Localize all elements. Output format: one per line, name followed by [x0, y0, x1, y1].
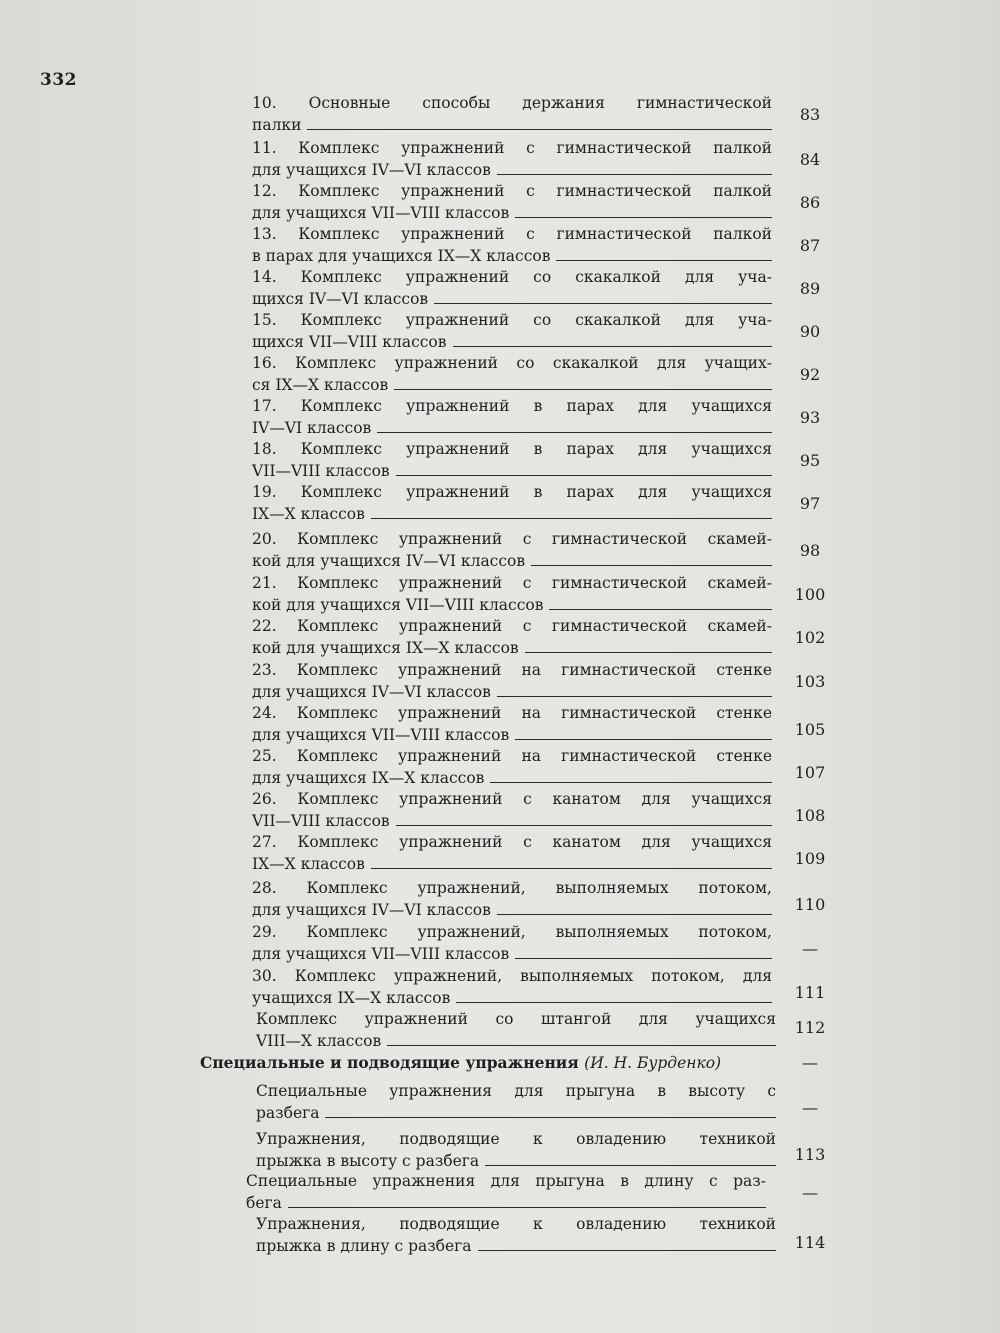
toc-entry-page: 114 — [794, 1233, 826, 1252]
toc-entry-continuation — [256, 1030, 776, 1052]
toc-entry-page: 102 — [794, 628, 826, 647]
toc-entry-title-line: Упражнения, подводящие к овладению техникой — [256, 1130, 776, 1148]
toc-entry-title-line: 11. Комплекс упражнений с гимнастической палкой — [252, 139, 772, 157]
leader-line — [497, 162, 772, 175]
toc-entry[interactable] — [256, 1128, 776, 1172]
toc-entry[interactable] — [246, 1170, 766, 1214]
toc-entry-title-line: Специальные упражнения для прыгуна в высоту с — [256, 1082, 776, 1100]
toc-entry-title-line: 27. Комплекс упражнений с канатом для учащихся — [252, 833, 772, 851]
toc-entry[interactable] — [252, 831, 772, 875]
toc-entry-page: 105 — [794, 720, 826, 739]
toc-entry-title-line: Упражнения, подводящие к овладению техникой — [256, 1215, 776, 1233]
toc-entry[interactable] — [256, 1213, 776, 1257]
toc-entry-continuation — [256, 1102, 776, 1124]
leader-line — [497, 684, 772, 697]
toc-entry[interactable] — [252, 745, 772, 789]
toc-entry[interactable] — [252, 702, 772, 746]
toc-entry-continuation — [252, 331, 772, 353]
leader-line — [371, 856, 772, 869]
toc-entry-page: 109 — [794, 849, 826, 868]
leader-line — [515, 727, 772, 740]
toc-entry-page: — — [802, 939, 818, 958]
toc-entry[interactable] — [252, 481, 772, 525]
toc-entry-title-line: 29. Комплекс упражнений, выполняемых потоком, — [252, 923, 772, 941]
toc-entry-page: 100 — [794, 585, 826, 604]
toc-entry[interactable] — [252, 352, 772, 396]
toc-entry-continuation-text: для учащихся IV—VI классов — [252, 683, 491, 701]
toc-entry-title-line: 18. Комплекс упражнений в парах для учащихся — [252, 440, 772, 458]
toc-entry-continuation — [252, 460, 772, 482]
toc-entry-continuation-text: прыжка в высоту с разбега — [256, 1152, 480, 1170]
leader-line — [515, 946, 772, 959]
toc-entry-continuation-text: для учащихся IV—VI классов — [252, 901, 491, 919]
toc-entry-continuation — [256, 1235, 776, 1257]
toc-entry-continuation — [252, 943, 772, 965]
toc-entry-page: 83 — [799, 105, 821, 124]
leader-line — [490, 770, 772, 783]
toc-entry-page: 107 — [794, 763, 826, 782]
toc-entry-page: — — [802, 1098, 818, 1117]
toc-entry-continuation-text: разбега — [256, 1104, 320, 1122]
toc-entry-continuation — [252, 550, 772, 572]
toc-entry[interactable] — [252, 438, 772, 482]
toc-entry-page: 103 — [794, 672, 826, 691]
leader-line — [387, 1033, 776, 1046]
toc-entry-continuation — [256, 1150, 776, 1172]
toc-entry-continuation-text: бега — [246, 1194, 282, 1212]
toc-entry-continuation-text: IX—X классов — [252, 505, 365, 523]
toc-entry-page: 87 — [799, 236, 821, 255]
toc-entry-title-line: 24. Комплекс упражнений на гимнастической стенке — [252, 704, 772, 722]
toc-entry[interactable] — [252, 659, 772, 703]
toc-entry-continuation-text: для учащихся IV—VI классов — [252, 161, 491, 179]
toc-entry-continuation — [252, 637, 772, 659]
toc-entry-continuation — [252, 810, 772, 832]
toc-entry-page: 98 — [799, 541, 821, 560]
toc-entry[interactable] — [252, 877, 772, 921]
leader-line — [307, 117, 772, 130]
toc-entry[interactable] — [252, 788, 772, 832]
toc-entry-continuation-text: палки — [252, 116, 302, 134]
toc-entry-title-line: 22. Комплекс упражнений с гимнастической скамей- — [252, 617, 772, 635]
toc-entry[interactable] — [252, 921, 772, 965]
leader-line — [456, 990, 772, 1003]
toc-entry-title-line: 21. Комплекс упражнений с гимнастической скамей- — [252, 574, 772, 592]
leader-line — [396, 463, 772, 476]
toc-entry-page: 108 — [794, 806, 826, 825]
toc-entry-title-line: Комплекс упражнений со штангой для учащихся — [256, 1010, 776, 1028]
section-author: (И. Н. Бурденко) — [584, 1054, 722, 1072]
toc-entry-continuation — [252, 288, 772, 310]
toc-entry[interactable] — [252, 137, 772, 181]
leader-line — [453, 334, 773, 347]
toc-entry-continuation-text: кой для учащихся IX—X классов — [252, 639, 519, 657]
leader-line — [377, 420, 772, 433]
toc-entry-page: 93 — [799, 408, 821, 427]
leader-line — [525, 640, 772, 653]
leader-line — [394, 377, 772, 390]
section-heading[interactable] — [200, 1053, 800, 1072]
toc-entry-title-line: Специальные упражнения для прыгуна в длину с раз- — [246, 1172, 766, 1190]
toc-entry-continuation-text: кой для учащихся VII—VIII классов — [252, 596, 544, 614]
page-number: 332 — [40, 70, 77, 90]
toc-entry-page: 90 — [799, 322, 821, 341]
leader-line — [396, 813, 772, 826]
toc-entry-continuation-text: VIII—X классов — [256, 1032, 382, 1050]
toc-entry-title-line: 12. Комплекс упражнений с гимнастической палкой — [252, 182, 772, 200]
toc-entry-continuation-text: VII—VIII классов — [252, 812, 390, 830]
toc-entry-continuation — [252, 987, 772, 1009]
leader-line — [288, 1195, 766, 1208]
toc-entry[interactable] — [252, 615, 772, 659]
toc-entry-continuation — [252, 767, 772, 789]
section-page: — — [802, 1053, 818, 1072]
section-title: Специальные и подводящие упражнения — [200, 1053, 579, 1072]
toc-entry-continuation-text: для учащихся VII—VIII классов — [252, 726, 510, 744]
toc-entry-continuation — [252, 202, 772, 224]
toc-entry-title-line: 15. Комплекс упражнений со скакалкой для уча- — [252, 311, 772, 329]
toc-entry-continuation — [252, 245, 772, 267]
toc-entry-continuation-text: кой для учащихся IV—VI классов — [252, 552, 526, 570]
toc-entry-title-line: 13. Комплекс упражнений с гимнастической палкой — [252, 225, 772, 243]
toc-entry-title-line: 26. Комплекс упражнений с канатом для учащихся — [252, 790, 772, 808]
toc-entry-page: 86 — [799, 193, 821, 212]
toc-entry-continuation-text: учащихся IX—X классов — [252, 989, 451, 1007]
leader-line — [371, 506, 772, 519]
toc-entry-continuation — [252, 114, 772, 136]
toc-entry-continuation-text: щихся VII—VIII классов — [252, 333, 447, 351]
toc-entry-continuation — [252, 417, 772, 439]
toc-entry[interactable] — [252, 965, 772, 1009]
toc-entry-continuation-text: VII—VIII классов — [252, 462, 390, 480]
toc-entry-continuation — [252, 899, 772, 921]
toc-entry[interactable] — [252, 309, 772, 353]
toc-entry-page: 84 — [799, 150, 821, 169]
leader-line — [497, 902, 772, 915]
toc-entry-title-line: 16. Комплекс упражнений со скакалкой для учащих- — [252, 354, 772, 372]
toc-entry-page: 110 — [794, 895, 826, 914]
toc-entry-continuation-text: в парах для учащихся IX—X классов — [252, 247, 551, 265]
toc-entry-continuation-text: для учащихся VII—VIII классов — [252, 204, 510, 222]
toc-entry-page: 112 — [794, 1018, 826, 1037]
leader-line — [556, 248, 772, 261]
toc-entry-continuation — [252, 594, 772, 616]
toc-entry-continuation — [252, 853, 772, 875]
toc-entry-continuation — [252, 681, 772, 703]
toc-entry-continuation — [252, 503, 772, 525]
toc-entry-continuation-text: IX—X классов — [252, 855, 365, 873]
toc-entry-continuation-text: щихся IV—VI классов — [252, 290, 429, 308]
toc-entry-title-line: 25. Комплекс упражнений на гимнастической стенке — [252, 747, 772, 765]
leader-line — [485, 1153, 776, 1166]
toc-entry-continuation-text: ся IX—X классов — [252, 376, 389, 394]
leader-line — [549, 597, 772, 610]
toc-entry-page: — — [802, 1183, 818, 1202]
toc-entry[interactable] — [252, 92, 772, 136]
toc-entry[interactable] — [252, 223, 772, 267]
toc-entry-continuation — [252, 724, 772, 746]
toc-entry-page: 92 — [799, 365, 821, 384]
toc-entry[interactable] — [252, 528, 772, 572]
toc-entry-page: 113 — [794, 1145, 826, 1164]
leader-line — [515, 205, 772, 218]
toc-entry[interactable] — [252, 180, 772, 224]
leader-line — [325, 1105, 776, 1118]
toc-entry-title-line: 20. Комплекс упражнений с гимнастической скамей- — [252, 530, 772, 548]
toc-entry-page: 89 — [799, 279, 821, 298]
leader-line — [531, 553, 772, 566]
leader-line — [478, 1238, 776, 1251]
toc-entry-title-line: 14. Комплекс упражнений со скакалкой для уча- — [252, 268, 772, 286]
toc-entry-title-line: 30. Комплекс упражнений, выполняемых потоком, для — [252, 967, 772, 985]
leader-line — [434, 291, 772, 304]
toc-entry-title-line: 28. Комплекс упражнений, выполняемых потоком, — [252, 879, 772, 897]
toc-entry-continuation-text: для учащихся VII—VIII классов — [252, 945, 510, 963]
toc-entry[interactable] — [252, 572, 772, 616]
toc-entry-page: 111 — [794, 983, 826, 1002]
toc-entry-title-line: 23. Комплекс упражнений на гимнастической стенке — [252, 661, 772, 679]
toc-entry[interactable] — [252, 266, 772, 310]
toc-entry-title-line: 19. Комплекс упражнений в парах для учащихся — [252, 483, 772, 501]
toc-entry-continuation-text: IV—VI классов — [252, 419, 372, 437]
toc-entry-continuation — [252, 374, 772, 396]
toc-entry-title-line: 17. Комплекс упражнений в парах для учащихся — [252, 397, 772, 415]
toc-entry-continuation — [252, 159, 772, 181]
toc-entry-continuation-text: прыжка в длину с разбега — [256, 1237, 472, 1255]
toc-entry-page: 95 — [799, 451, 821, 470]
toc-entry-continuation — [246, 1192, 766, 1214]
toc-entry-continuation-text: для учащихся IX—X классов — [252, 769, 485, 787]
toc-entry[interactable] — [252, 395, 772, 439]
toc-entry-page: 97 — [799, 494, 821, 513]
toc-entry[interactable] — [256, 1008, 776, 1052]
toc-entry[interactable] — [256, 1080, 776, 1124]
toc-entry-title-line: 10. Основные способы держания гимнастической — [252, 94, 772, 112]
